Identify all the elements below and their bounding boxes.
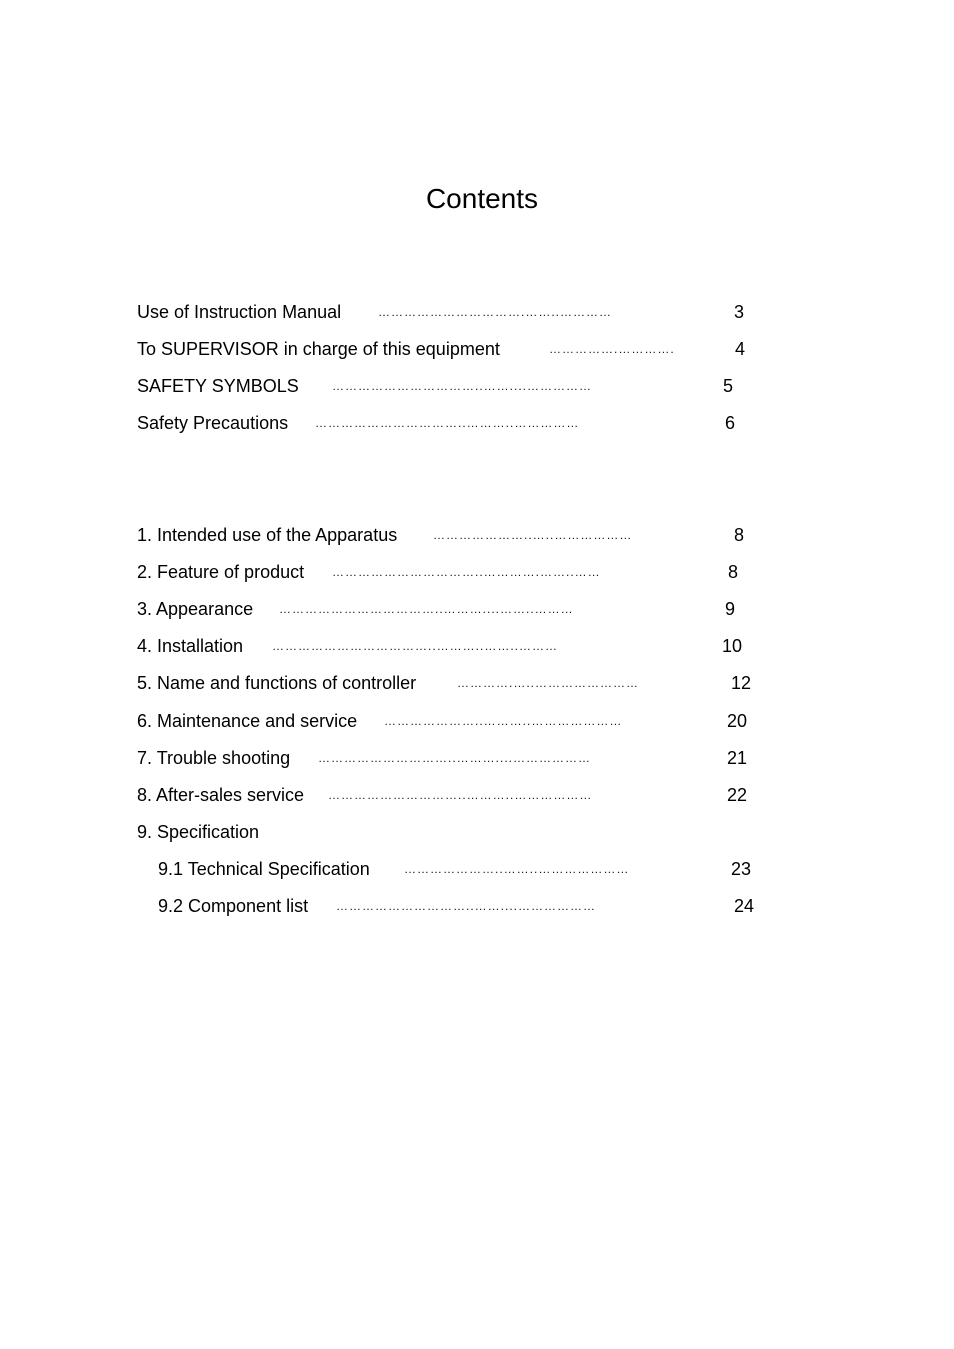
toc-entry-label: 9.2 Component list — [158, 896, 309, 916]
toc-entry — [0, 671, 954, 695]
toc-entry-leader: …………………………..………....……………… — [318, 751, 592, 765]
toc-entry-label: SAFETY SYMBOLS — [137, 376, 299, 396]
toc-entry-leader: …………………………….……..………… — [378, 305, 613, 319]
toc-entry-page-number: 23 — [731, 859, 752, 879]
toc-entry — [0, 597, 954, 621]
toc-entry-leader: …………………..…..……………… — [433, 528, 633, 542]
toc-entry-page-number: 8 — [734, 525, 745, 545]
toc-entry-label: To SUPERVISOR in charge of this equipment — [137, 339, 500, 359]
toc-entry-leader: ………………………………..………..……..……… — [272, 639, 559, 653]
toc-entry-label: 6. Maintenance and service — [137, 711, 358, 731]
toc-entry-leader: ………….…..…………………… — [457, 676, 640, 690]
toc-entry-leader: ……………………………..……....…………… — [332, 379, 593, 393]
toc-entry — [0, 337, 954, 361]
toc-entry-leader: ……………………………..………….……..…… — [332, 565, 601, 579]
toc-entry — [0, 709, 954, 733]
toc-entry-leader: …………………………..……....……………… — [336, 899, 597, 913]
toc-entry — [0, 783, 954, 807]
toc-entry-label: 9.1 Technical Specification — [158, 859, 370, 879]
toc-entry — [0, 820, 954, 844]
toc-entry-label: 3. Appearance — [137, 599, 254, 619]
toc-entry — [0, 523, 954, 547]
toc-entry-label: 5. Name and functions of controller — [137, 673, 417, 693]
toc-entry-label: 8. After-sales service — [137, 785, 305, 805]
toc-entry-label: 4. Installation — [137, 636, 244, 656]
page-title: Contents — [425, 183, 539, 214]
toc-entry-page-number: 22 — [727, 785, 748, 805]
toc-entry-page-number: 6 — [725, 413, 736, 433]
toc-entry-leader: …………………..……..………………… — [404, 862, 630, 876]
toc-entry — [0, 411, 954, 435]
toc-entry-label: 2. Feature of product — [137, 562, 305, 582]
toc-entry-label: Safety Precautions — [137, 413, 289, 433]
toc-entry-page-number: 20 — [727, 711, 748, 731]
toc-entry — [0, 374, 954, 398]
toc-entry — [0, 894, 954, 918]
toc-entry-leader: …………….…………. — [549, 342, 675, 356]
toc-entry-label: 1. Intended use of the Apparatus — [137, 525, 398, 545]
toc-entry-leader: ……………………………..………..…………… — [315, 416, 580, 430]
toc-entry — [0, 300, 954, 324]
toc-entry-page-number: 9 — [725, 599, 736, 619]
toc-entry-page-number: 4 — [735, 339, 746, 359]
toc-entry-page-number: 5 — [723, 376, 734, 396]
toc-entry-label: 7. Trouble shooting — [137, 748, 291, 768]
toc-entry-page-number: 24 — [734, 896, 755, 916]
toc-entry-page-number: 8 — [728, 562, 739, 582]
toc-entry — [0, 857, 954, 881]
toc-entry-page-number: 12 — [731, 673, 752, 693]
toc-entry — [0, 560, 954, 584]
toc-entry-page-number: 21 — [727, 748, 748, 768]
toc-entry-page-number: 3 — [734, 302, 745, 322]
toc-entry — [0, 634, 954, 658]
toc-entry-leader: …………………………..………..……………… — [328, 788, 593, 802]
toc-entry-leader: ………………………………..………....……..……… — [279, 602, 574, 616]
toc-entry-leader: …………………..………..………………… — [384, 714, 623, 728]
toc-entry-label: 9. Specification — [137, 822, 260, 842]
toc-entry-label: Use of Instruction Manual — [137, 302, 342, 322]
toc-entry — [0, 746, 954, 770]
toc-entry-page-number: 10 — [722, 636, 743, 656]
